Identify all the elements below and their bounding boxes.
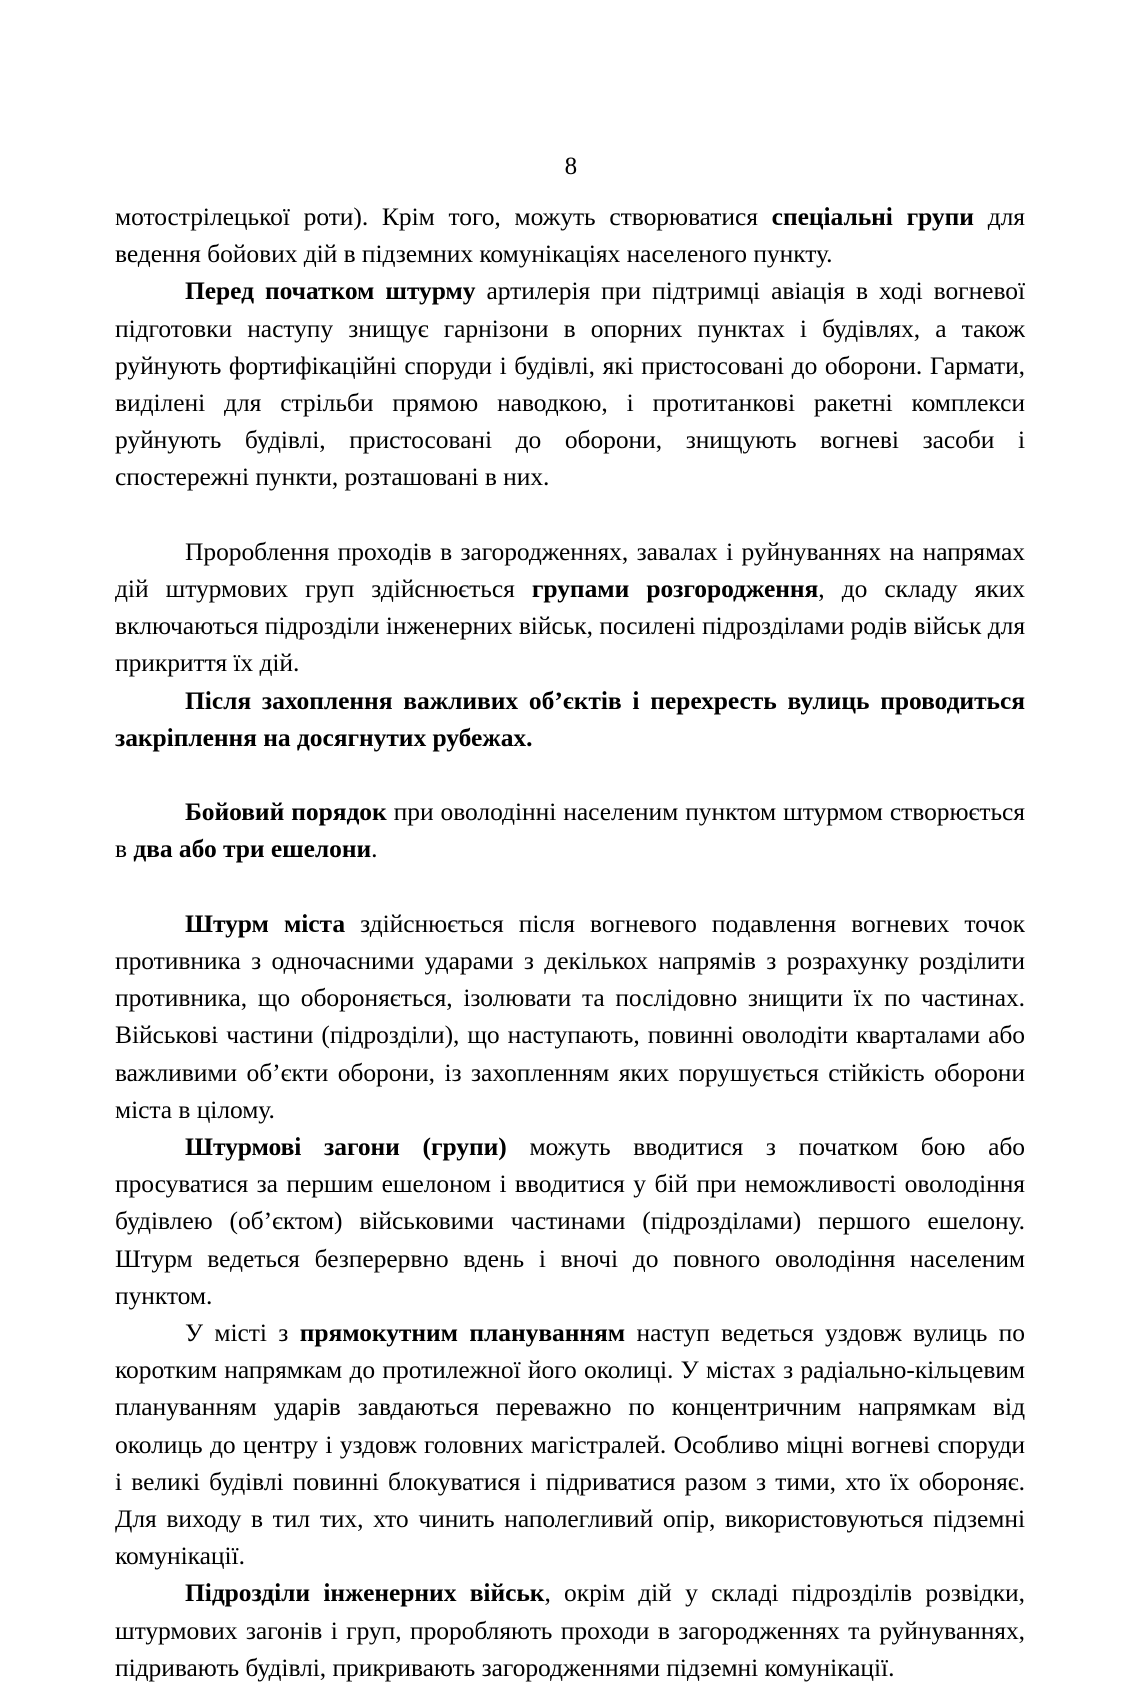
emphasized-term: Бойовий порядок [185,797,387,827]
emphasized-term: два або три ешелони [133,834,372,864]
body-text: при оволодінні населеним пунктом штурмом створюється в [115,797,1025,864]
paragraph [115,1574,1025,1686]
paragraph [115,272,1025,495]
body-text: Пророблення проходів в загородженнях, завалах і руйнуваннях на напрямах дій штурмових груп здійснюється [115,536,1025,604]
body-text: , до складу яких включаються підрозділи інженерних військ, посилені підрозділами родів військ для прикриття їх дій. [115,574,1025,678]
emphasized-term: Штурм міста [185,908,346,938]
body-text: мотострілецької роти). Крім того, можуть створюватися [115,202,772,231]
paragraph [115,793,1025,867]
body-text: для ведення бойових дій в підземних комунікаціях населеного пункту. [115,202,1025,269]
emphasized-term: Після захоплення важливих об’єктів і перехресть вулиць проводиться закріплення на досягнутих рубежах. [115,685,1025,752]
body-text: наступ ведеться уздовж вулиць по коротким напрямкам до протилежної його околиці. У містах з радіально-кільцевим плануванням ударів завдаються переважно по концентричним напрямкам від околиць до центру і уздовж головних магістралей. Особливо міцні вогневі споруди і великі будівлі повинні блокуватися і підриватися разом з тими, хто їх обороняє. Для виходу в тил тих, хто чинить наполегливий опір, використовуються підземні комунікації. [115,1318,1025,1571]
paragraph [115,533,1025,682]
paragraph [115,1314,1025,1574]
paragraph [115,905,1025,1128]
emphasized-term: прямокутним плануванням [299,1318,626,1348]
paragraph [115,198,1025,272]
emphasized-term: Штурмові загони (групи) [185,1132,507,1162]
emphasized-term: Підрозділи інженерних військ [185,1578,545,1608]
body-text: . [371,834,378,864]
paragraph [115,682,1025,756]
body-text: , окрім дій у складі підрозділів розвідки, штурмових загонів і груп, проробляють проходи в загородженнях та руйнуваннях, підривають будівлі, прикривають загородженнями підземні комунікації. [115,1578,1025,1682]
body-text: здійснюється після вогневого подавлення вогневих точок противника з одночасними ударами з декількох напрямів з розрахунку розділити противника, що обороняється, ізолювати та послідовно знищити їх по частинах. Військові частини (підрозділи), що наступають, повинні оволодіти кварталами або важливими об’єкти оборони, із захопленням яких порушується стійкість оборони міста в цілому. [115,908,1025,1124]
paragraph [115,1128,1025,1314]
body-text: можуть вводитися з початком бою або просуватися за першим ешелоном і вводитися у бій при неможливості оволодіння будівлею (об’єктом) військовими частинами (підрозділами) першого ешелону. Штурм ведеться безперервно вдень і вночі до повного оволодіння населеним пунктом. [115,1132,1025,1310]
body-text: артилерія при підтримці авіація в ході вогневої підготовки наступу знищує гарнізони в опорних пунктах і будівлях, а також руйнують фортифікаційні споруди і будівлі, які пристосовані до оборони. Гармати, виділені для стрільби прямою наводкою, і протитанкові ракетні комплекси руйнують будівлі, пристосовані до оборони, знищують вогневі засоби і спостережні пункти, розташовані в них. [115,276,1025,492]
document-body [115,198,1025,1686]
emphasized-term: групами розгородження [531,574,819,604]
emphasized-term: Перед початком штурму [185,276,476,306]
body-text: У місті з [185,1318,300,1348]
emphasized-term: спеціальні групи [771,202,974,231]
page-number: 8 [564,153,578,180]
